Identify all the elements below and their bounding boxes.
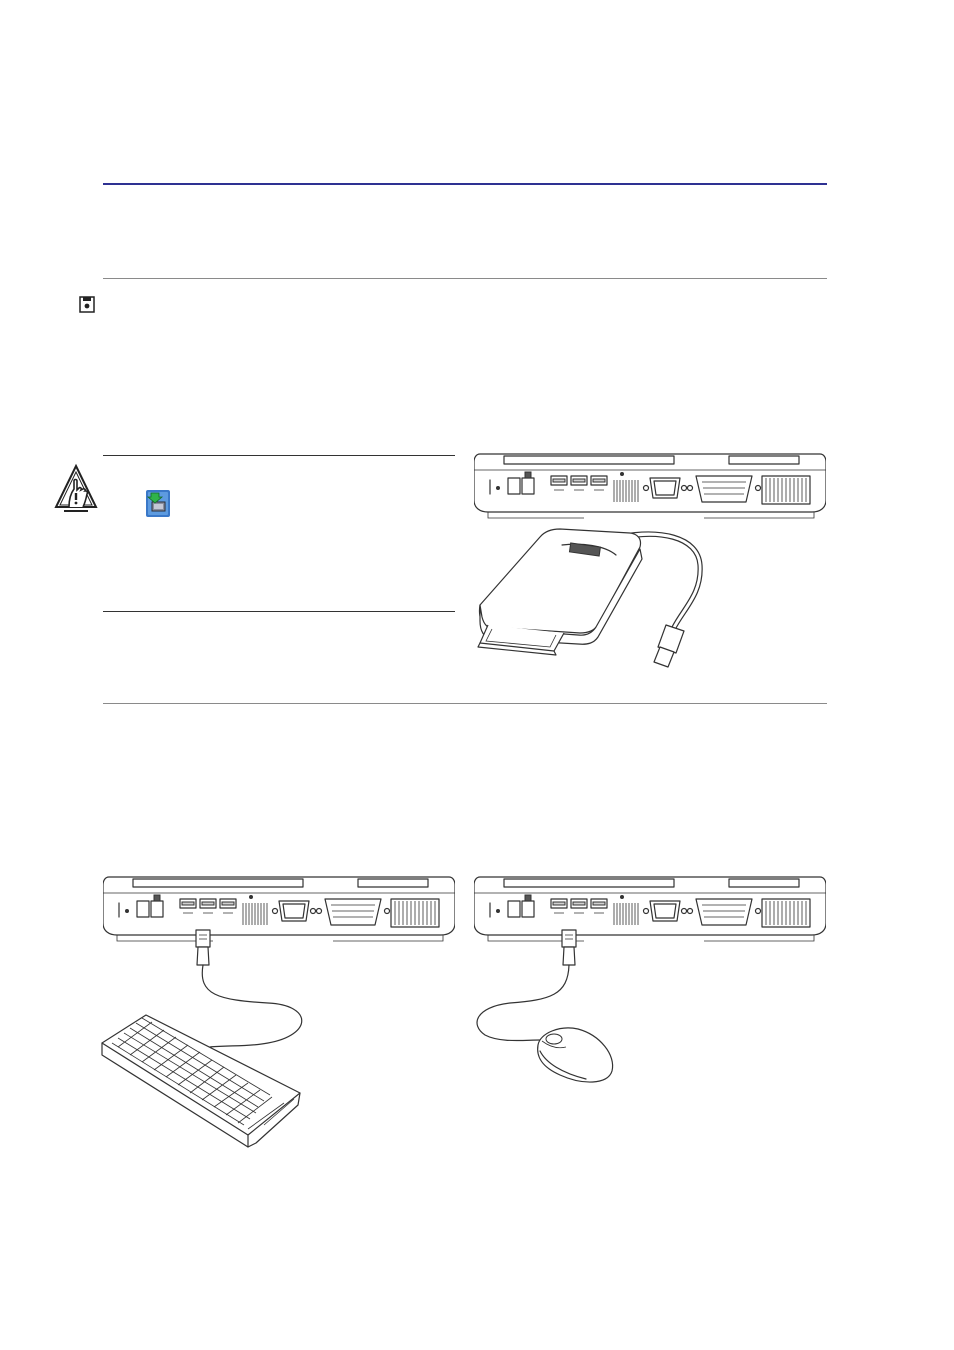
warning-hand-icon [52, 463, 100, 515]
usb-keyboard-illustration [98, 925, 313, 1155]
warning-top-rule [103, 455, 455, 456]
section-top-rule [103, 183, 827, 185]
warning-bottom-rule [103, 611, 455, 612]
laptop-rear-panel-floppy [474, 450, 826, 520]
section-divider-2 [103, 703, 827, 704]
safely-remove-hardware-icon [146, 490, 170, 517]
usb-mouse-illustration [470, 925, 620, 1090]
floppy-disk-icon [79, 296, 95, 313]
section-divider-1 [103, 278, 827, 279]
usb-floppy-drive-illustration [470, 525, 730, 690]
